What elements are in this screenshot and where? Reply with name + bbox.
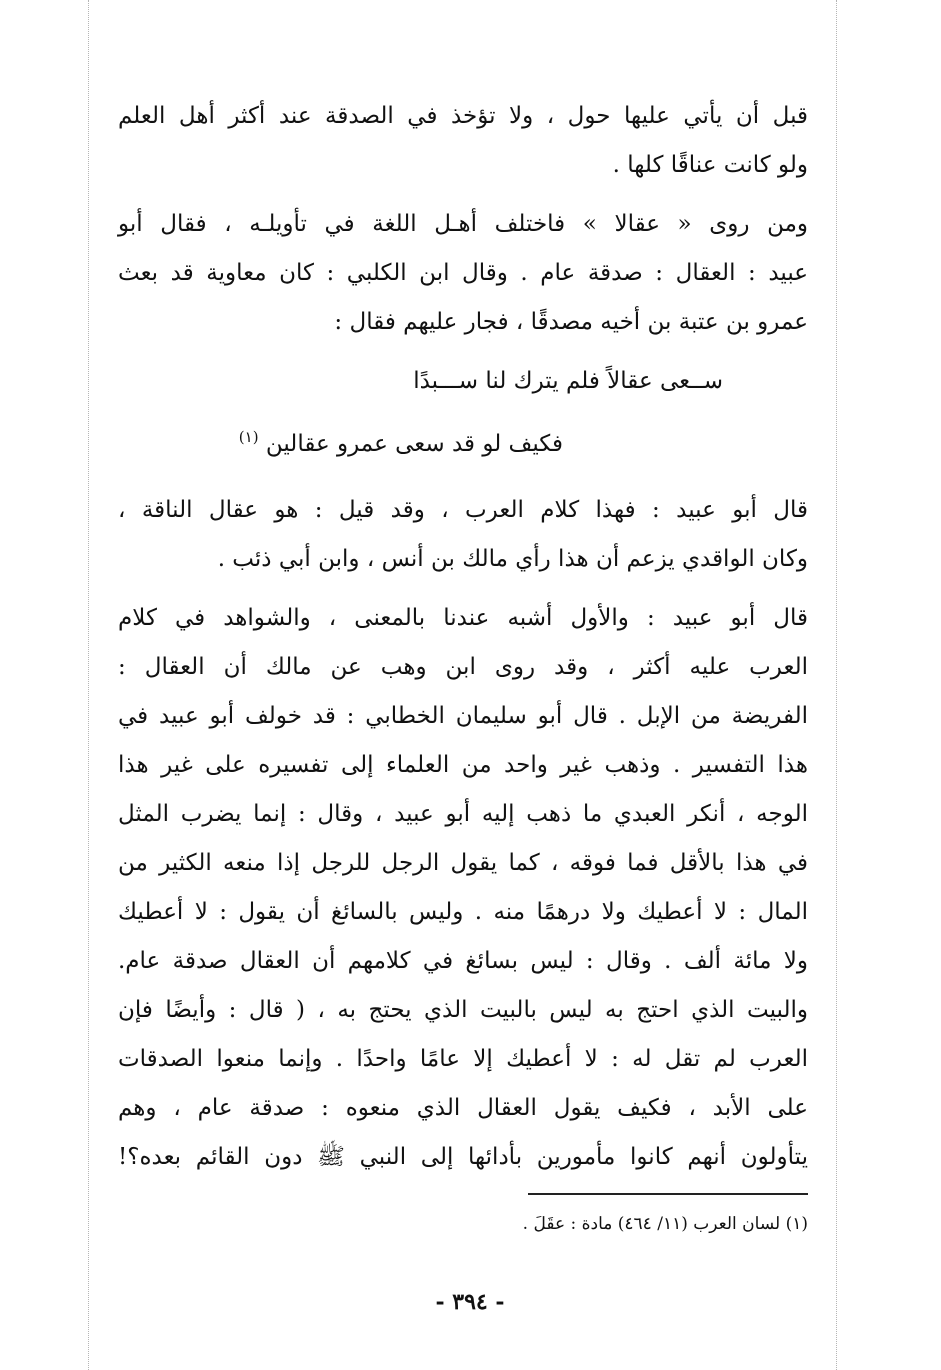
text-line: قبل أن يأتي عليها حول ، ولا تؤخذ في الصدقة عند أكثر أهل العلم (118, 103, 808, 129)
text-line: على الأبد ، فكيف يقول العقال الذي منعوه : صدقة عام ، وهم (118, 1095, 808, 1121)
text-line: ومن روى « عقالا » فاختلف أهـل اللغة في تأويلـه ، فقال أبو (118, 211, 808, 237)
paragraph-1 (118, 92, 808, 190)
text-line: ولو كانت عناقًا كلها . (612, 152, 808, 178)
text-line: والبيت الذي احتج به ليس بالبيت الذي يحتج به ، ( قال : وأيضًا فإن (118, 997, 808, 1023)
paragraph-2 (118, 200, 808, 347)
paragraph-3 (118, 486, 808, 584)
verse-line (118, 409, 808, 472)
text-line: قال أبو عبيد : والأول أشبه عندنا بالمعنى ، والشواهد في كلام (118, 605, 808, 631)
text-line: العرب لم تقل له : لا أعطيك إلا عامًا واحدًا . وإنما منعوا الصدقات (118, 1046, 808, 1072)
text-line: ولا مائة ألف . وقال : ليس بسائغ في كلامهم أن العقال صدقة عام. (118, 948, 808, 974)
verse-line: ســعى عقالاً فلم يترك لنا ســـبدًا (413, 368, 723, 394)
text-line: المال : لا أعطيك ولا درهمًا منه . وليس بالسائغ أن يقول : لا أعطيك (118, 899, 808, 925)
text-line: وكان الواقدي يزعم أن هذا رأي مالك بن أنس ، وابن أبي ذئب . (217, 546, 808, 572)
text-line: يتأولون أنهم كانوا مأمورين بأدائها إلى النبي ﷺ دون القائم بعده؟! (118, 1144, 808, 1170)
main-text (118, 92, 808, 1182)
page-number: - ٣٩٤ - (435, 1289, 505, 1315)
verse (118, 353, 808, 472)
verse-text: فكيف لو قد سعى عمرو عقالين (265, 431, 563, 457)
margin-guide-left (88, 0, 89, 1370)
text-line: قال أبو عبيد : فهذا كلام العرب ، وقد قيل : هو عقال الناقة ، (118, 497, 808, 523)
text-line: العرب عليه أكثر ، وقد روى ابن وهب عن مالك أن العقال : (118, 654, 808, 680)
footnote-reference: (١) (238, 428, 259, 446)
text-line: عمرو بن عتبة بن أخيه مصدقًا ، فجار عليهم فقال : (334, 309, 808, 335)
footnote: (١) لسان العرب (١١/ ٤٦٤) مادة : عقَلَ . (522, 1214, 808, 1234)
text-line: عبيد : العقال : صدقة عام . وقال ابن الكلبي : كان معاوية قد بعث (118, 260, 808, 286)
paragraph-4 (118, 594, 808, 1182)
footnote-separator (528, 1193, 808, 1195)
text-line: الفريضة من الإبل . قال أبو سليمان الخطابي : قد خولف أبو عبيد في (118, 703, 808, 729)
text-line: هذا التفسير . وذهب غير واحد من العلماء إلى تفسيره على غير هذا (118, 752, 808, 778)
text-line: في هذا بالأقل فما فوقه ، كما يقول الرجل للرجل إذا منعه الكثير من (118, 850, 808, 876)
margin-guide-right (836, 0, 837, 1370)
text-line: الوجه ، أنكر العبدي ما ذهب إليه أبو عبيد ، وقال : إنما يضرب المثل (118, 801, 808, 827)
